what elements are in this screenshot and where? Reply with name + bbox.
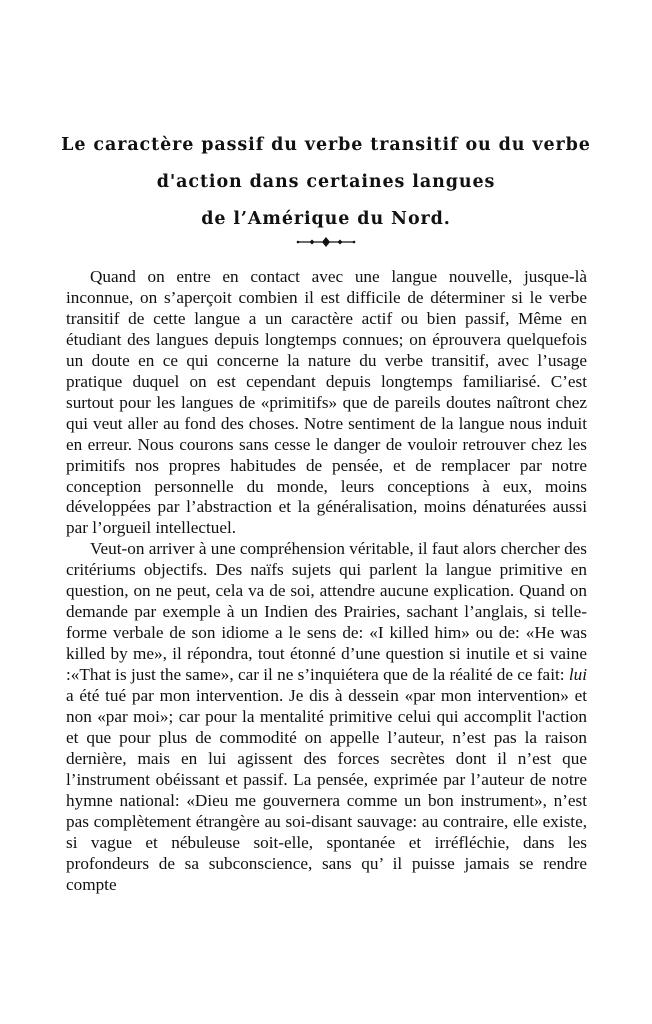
article-title [40, 127, 612, 238]
article-body [66, 267, 587, 896]
paragraph-2-text-end: a été tué par mon intervention. Je dis à dessein «par mon intervention» et non «par moi»; car pour la mentalité primitive celui qui accomplit l'action et que pour plus de commodité on appelle l’auteur, n’est pas la raison dernière, mais en lui agissent des forces secrètes dont il n’est que l’instrument obéissant et passif. La pensée, exprimée par l’auteur de notre hymne national: «Dieu me gouvernera comme un bon instrument», n’est pas complètement étrangère au soi-disant sauvage: au contraire, elle existe, si vague et nébuleuse soit-elle, spontanée et irréfléchie, dans les profondeurs de sa subconscience, sans qu’ il puisse jamais se rendre compte [66, 686, 587, 894]
paragraph-1: Quand on entre en contact avec une langue nouvelle, jusque-là inconnue, on s’aperçoit combien il est difficile de déterminer si le verbe transitif de cette langue a un caractère actif ou bien passif, Même en étudiant des langues depuis longtemps connues; on éprouvera quelquefois un doute en ce qui concerne la nature du verbe transitif, avec l’usage pratique duquel on est cependant depuis longtemps familiarisé. C’est surtout pour les langues de «primitifs» que de pareils doutes naîtront chez qui veut aller au fond des choses. Notre sentiment de la langue nous induit en erreur. Nous courons sans cesse le danger de vouloir retrouver chez les primitifs nos propres habitudes de pensée, et de remplacer par notre conception personnelle du monde, leurs conceptions à eux, moins développées par l’abstraction et la généralisation, moins dénaturées aussi par l’orgueil intellectuel. [66, 267, 587, 538]
paragraph-2-italic-word: lui [568, 665, 587, 685]
paragraph-2 [66, 539, 587, 895]
title-line-2: d'action dans certaines langues [156, 172, 496, 192]
title-line-3: de l’Amérique du Nord. [201, 209, 451, 229]
title-line-1: Le caractère passif du verbe transitif ou du verbe [61, 135, 591, 155]
decorative-rule-ornament-icon [295, 235, 357, 249]
paragraph-2-text-start: Veut-on arriver à une compréhension véritable, il faut alors chercher des critériums objectifs. Des naïfs sujets qui parlent la langue primitive en question, on ne peut, cela va de soi, attendre aucune explication. Quand on demande par exemple à un Indien des Prairies, sachant l’anglais, si telle-forme verbale de son idiome a le sens de: «I killed him» ou de: «He was killed by me», il répondra, tout étonné d’une question si inutile et si vaine :«That is just the same», car il ne s’inquiétera que de la réalité de ce fait: [66, 539, 587, 685]
